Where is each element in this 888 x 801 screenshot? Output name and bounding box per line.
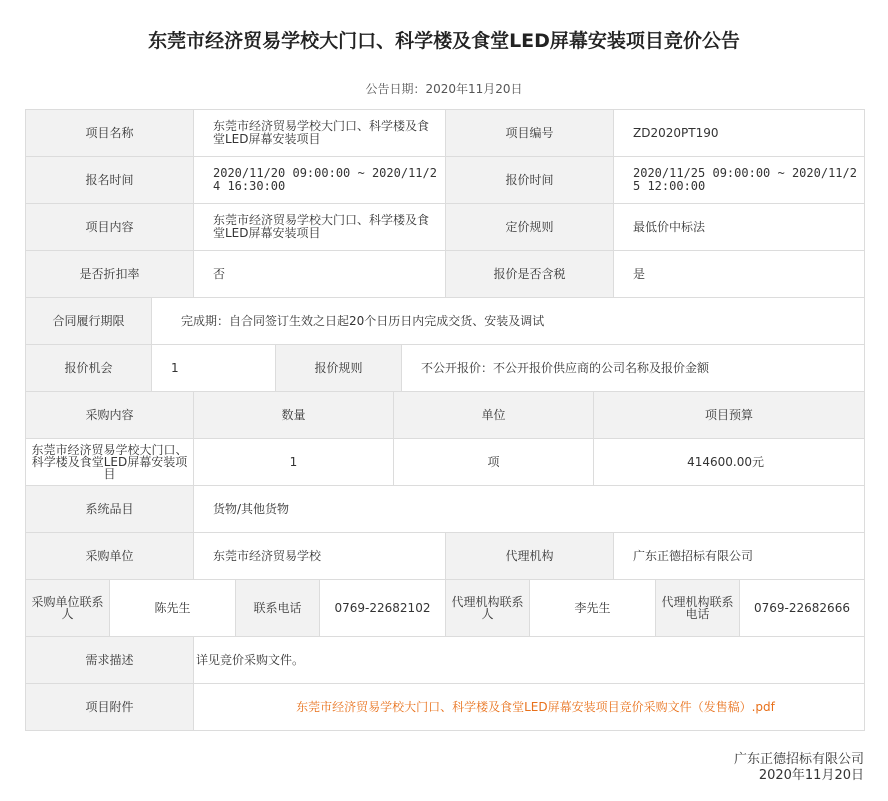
purchase-header-budget: 项目预算 (594, 392, 865, 438)
agency-phone-value: 0769-22682666 (740, 580, 865, 636)
attachment-link[interactable]: 东莞市经济贸易学校大门口、科学楼及食堂LED屏幕安装项目竞价采购文件（发售稿）.pdf (194, 684, 865, 730)
purchase-item-content: 东莞市经济贸易学校大门口、科学楼及食堂LED屏幕安装项目 (26, 439, 194, 485)
category-value: 货物/其他货物 (194, 486, 865, 532)
page-title: 东莞市经济贸易学校大门口、科学楼及食堂LED屏幕安装项目竞价公告 (148, 30, 740, 52)
agency-value: 广东正德招标有限公司 (614, 533, 865, 579)
buyer-label: 采购单位 (26, 533, 194, 579)
buyer-phone-value: 0769-22682102 (320, 580, 446, 636)
purchase-item-budget: 414600.00元 (594, 439, 865, 485)
table-row (26, 533, 865, 580)
purchase-header-quantity: 数量 (194, 392, 394, 438)
table-row (26, 486, 865, 533)
purchase-header-row (26, 392, 865, 439)
project-name-label: 项目名称 (26, 110, 194, 156)
table-row (26, 684, 865, 731)
agency-phone-label: 代理机构联系电话 (656, 580, 740, 636)
quote-chances-value: 1 (152, 345, 276, 391)
table-row (26, 439, 865, 486)
project-content-value: 东莞市经济贸易学校大门口、科学楼及食堂LED屏幕安装项目 (194, 204, 446, 250)
requirement-value: 详见竞价采购文件。 (194, 637, 865, 683)
tax-label: 报价是否含税 (446, 251, 614, 297)
table-row (26, 157, 865, 204)
purchase-header-unit: 单位 (394, 392, 594, 438)
purchase-header-content: 采购内容 (26, 392, 194, 438)
quote-time-value: 2020/11/25 09:00:00 ~ 2020/11/25 12:00:00 (614, 157, 865, 203)
purchase-item-unit: 项 (394, 439, 594, 485)
quote-rule-label: 报价规则 (276, 345, 402, 391)
quote-time-label: 报价时间 (446, 157, 614, 203)
attachment-label: 项目附件 (26, 684, 194, 730)
signup-time-label: 报名时间 (26, 157, 194, 203)
project-name-value: 东莞市经济贸易学校大门口、科学楼及食堂LED屏幕安装项目 (194, 110, 446, 156)
project-no-value: ZD2020PT190 (614, 110, 865, 156)
agency-contact-label: 代理机构联系人 (446, 580, 530, 636)
quote-rule-value: 不公开报价：不公开报价供应商的公司名称及报价金额 (402, 345, 865, 391)
footer-company: 广东正德招标有限公司 (733, 752, 864, 767)
project-no-label: 项目编号 (446, 110, 614, 156)
table-row (26, 345, 865, 392)
buyer-value: 东莞市经济贸易学校 (194, 533, 446, 579)
table-row (26, 204, 865, 251)
table-row (26, 298, 865, 345)
table-row (26, 251, 865, 298)
contract-period-label: 合同履行期限 (26, 298, 152, 344)
contract-period-value: 完成期：自合同签订生效之日起20个日历日内完成交货、安装及调试 (152, 298, 865, 344)
signup-time-value: 2020/11/20 09:00:00 ~ 2020/11/24 16:30:00 (194, 157, 446, 203)
project-content-label: 项目内容 (26, 204, 194, 250)
announcement-date: 公告日期：2020年11月20日 (365, 82, 523, 96)
footer-date: 2020年11月20日 (758, 768, 864, 783)
tax-value: 是 (614, 251, 865, 297)
announcement-table (25, 109, 865, 731)
agency-contact-value: 李先生 (530, 580, 656, 636)
buyer-phone-label: 联系电话 (236, 580, 320, 636)
agency-label: 代理机构 (446, 533, 614, 579)
pricing-rule-label: 定价规则 (446, 204, 614, 250)
table-row (26, 110, 865, 157)
table-row (26, 637, 865, 684)
table-row (26, 580, 865, 637)
requirement-label: 需求描述 (26, 637, 194, 683)
purchase-item-quantity: 1 (194, 439, 394, 485)
category-label: 系统品目 (26, 486, 194, 532)
buyer-contact-value: 陈先生 (110, 580, 236, 636)
footer (734, 752, 864, 784)
discount-label: 是否折扣率 (26, 251, 194, 297)
quote-chances-label: 报价机会 (26, 345, 152, 391)
buyer-contact-label: 采购单位联系人 (26, 580, 110, 636)
pricing-rule-value: 最低价中标法 (614, 204, 865, 250)
discount-value: 否 (194, 251, 446, 297)
